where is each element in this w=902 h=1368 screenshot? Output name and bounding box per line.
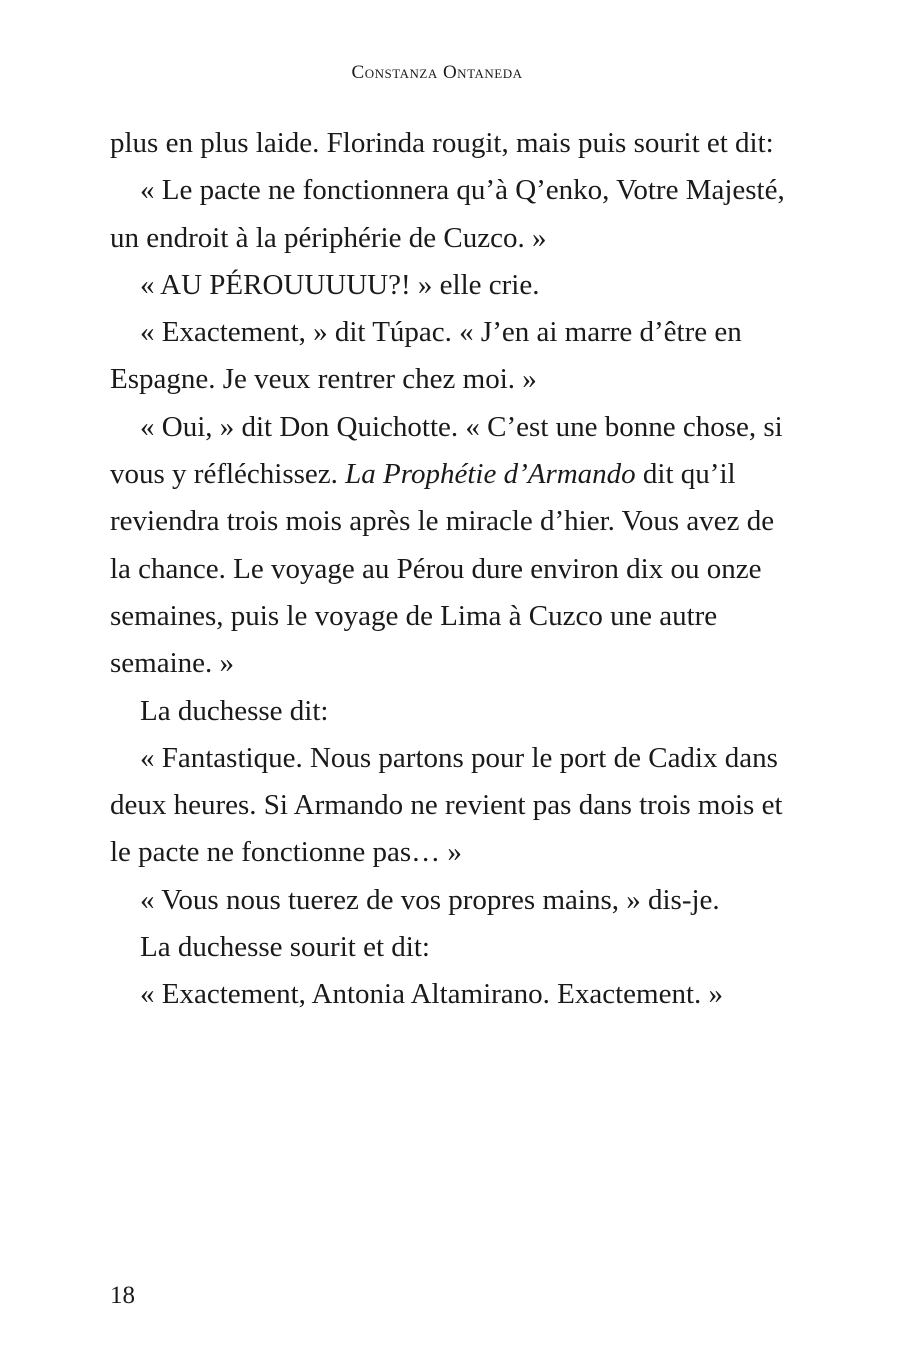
paragraph-dialogue: « Exactement, » dit Túpac. « J’en ai marre d’être en Espagne. Je veux rentrer chez moi. »: [110, 316, 742, 396]
paragraph-dialogue: « AU PÉROUUUUU?! » elle crie.: [140, 268, 540, 301]
paragraph-narration: La duchesse sourit et dit:: [140, 931, 430, 964]
paragraph-dialogue: « Exactement, Antonia Altamirano. Exactement. »: [140, 978, 724, 1011]
paragraph-dialogue: « Fantastique. Nous partons pour le port de Cadix dans deux heures. Si Armando ne revient pas dans trois mois et le pacte ne fonctionne pas… »: [110, 741, 783, 869]
paragraph-text: dit qu’il reviendra trois mois après le miracle d’hier. Vous avez de la chance. Le voyage au Pérou dure environ dix ou onze semaines, puis le voyage de Lima à Cuzco une autre semaine. »: [110, 458, 775, 680]
body-text: [110, 120, 790, 1019]
paragraph-narration: La duchesse dit:: [140, 694, 329, 727]
page-number: 18: [110, 1282, 135, 1309]
book-title: La Prophétie d’Armando: [345, 458, 636, 491]
paragraph-continuation: plus en plus laide. Florinda rougit, mais puis sourit et dit:: [110, 127, 774, 159]
running-head-title: Constanza Ontaneda: [351, 62, 523, 83]
paragraph-dialogue: [110, 404, 790, 688]
paragraph-dialogue: « Le pacte ne fonctionnera qu’à Q’enko, Votre Majesté, un endroit à la périphérie de Cuzco. »: [110, 174, 785, 254]
paragraph-dialogue: « Vous nous tuerez de vos propres mains, » dis-je.: [140, 883, 720, 916]
paragraph-text: « Oui, » dit Don Quichotte. « C’est une bonne chose, si vous y réfléchissez.: [110, 410, 783, 491]
